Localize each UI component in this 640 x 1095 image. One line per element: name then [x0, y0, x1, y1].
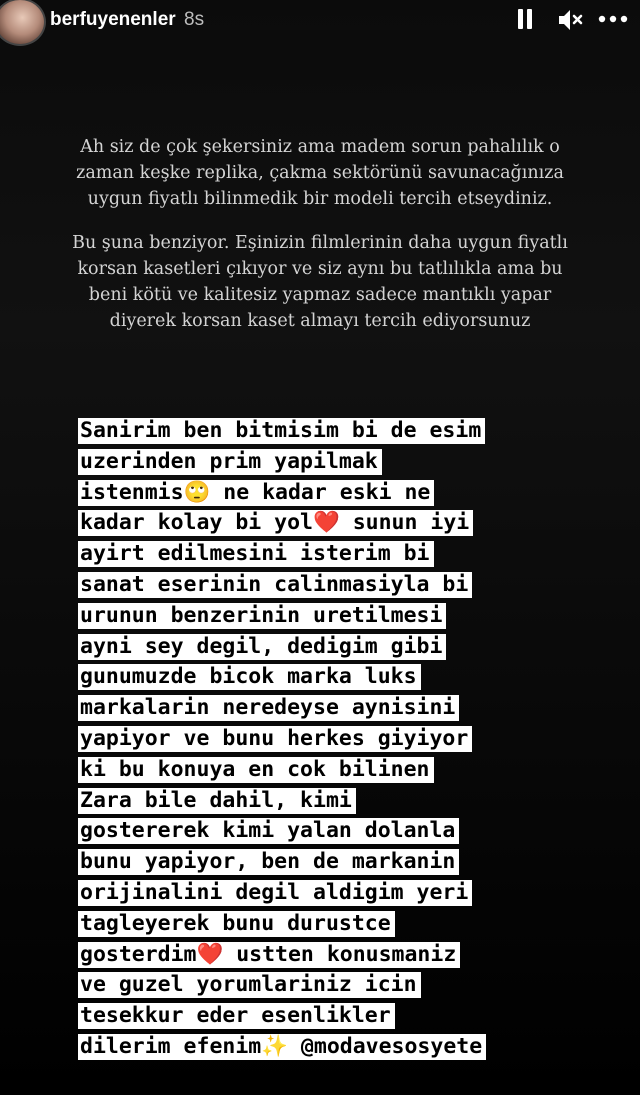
quote-line: Bu şuna benziyor. Eşinizin filmlerinin daha uygun fiyatlı	[72, 233, 568, 253]
quote-line: uygun fiyatlı bilinmedik bir modeli tercih etseydiniz.	[87, 189, 553, 209]
reply-line: yapiyor ve bunu herkes giyiyor	[78, 724, 598, 755]
reply-line: gosterdim❤️ ustten konusmaniz	[78, 940, 598, 971]
reply-line: ayirt edilmesini isterim bi	[78, 539, 598, 570]
more-icon[interactable]	[598, 6, 628, 32]
quote-line: korsan kasetleri çıkıyor ve siz aynı bu tatlılıkla ama bu	[77, 259, 563, 279]
reply-line: istenmis🙄 ne kadar eski ne	[78, 478, 598, 509]
reply-line: tesekkur eder esenlikler	[78, 1001, 598, 1032]
reply-line: ve guzel yorumlariniz icin	[78, 970, 598, 1001]
reply-line: tagleyerek bunu durustce	[78, 909, 598, 940]
mute-icon[interactable]	[556, 6, 584, 34]
quote-line: diyerek korsan kaset almayı tercih ediyorsunuz	[109, 311, 531, 331]
story-header	[0, 0, 640, 48]
quote-line: zaman keşke replika, çakma sektörünü savunacağınıza	[76, 163, 564, 183]
quoted-text	[40, 134, 600, 334]
reply-line: dilerim efenim✨ @modavesosyete	[78, 1032, 598, 1063]
quote-line: Ah siz de çok şekersiniz ama madem sorun pahalılık o	[80, 137, 560, 157]
reply-line: ayni sey degil, dedigim gibi	[78, 632, 598, 663]
reply-line: urunun benzerinin uretilmesi	[78, 601, 598, 632]
reply-line: ki bu konuya en cok bilinen	[78, 755, 598, 786]
reply-line: gunumuzde bicok marka luks	[78, 662, 598, 693]
story-time: 8s	[184, 9, 205, 30]
reply-line: orijinalini degil aldigim yeri	[78, 878, 598, 909]
reply-line: uzerinden prim yapilmak	[78, 447, 598, 478]
pause-icon[interactable]	[516, 6, 534, 32]
reply-line: sanat eserinin calinmasiyla bi	[78, 570, 598, 601]
reply-line: markalarin neredeyse aynisini	[78, 693, 598, 724]
username[interactable]: berfuyenenler	[50, 9, 176, 30]
reply-line: Sanirim ben bitmisim bi de esim	[78, 416, 598, 447]
reply-line: bunu yapiyor, ben de markanin	[78, 847, 598, 878]
reply-line: kadar kolay bi yol❤️ sunun iyi	[78, 508, 598, 539]
reply-line: Zara bile dahil, kimi	[78, 786, 598, 817]
reply-line: gostererek kimi yalan dolanla	[78, 816, 598, 847]
quote-line: beni kötü ve kalitesiz yapmaz sadece mantıklı yapar	[88, 285, 552, 305]
reply-text	[78, 416, 598, 1063]
avatar[interactable]	[0, 0, 46, 46]
